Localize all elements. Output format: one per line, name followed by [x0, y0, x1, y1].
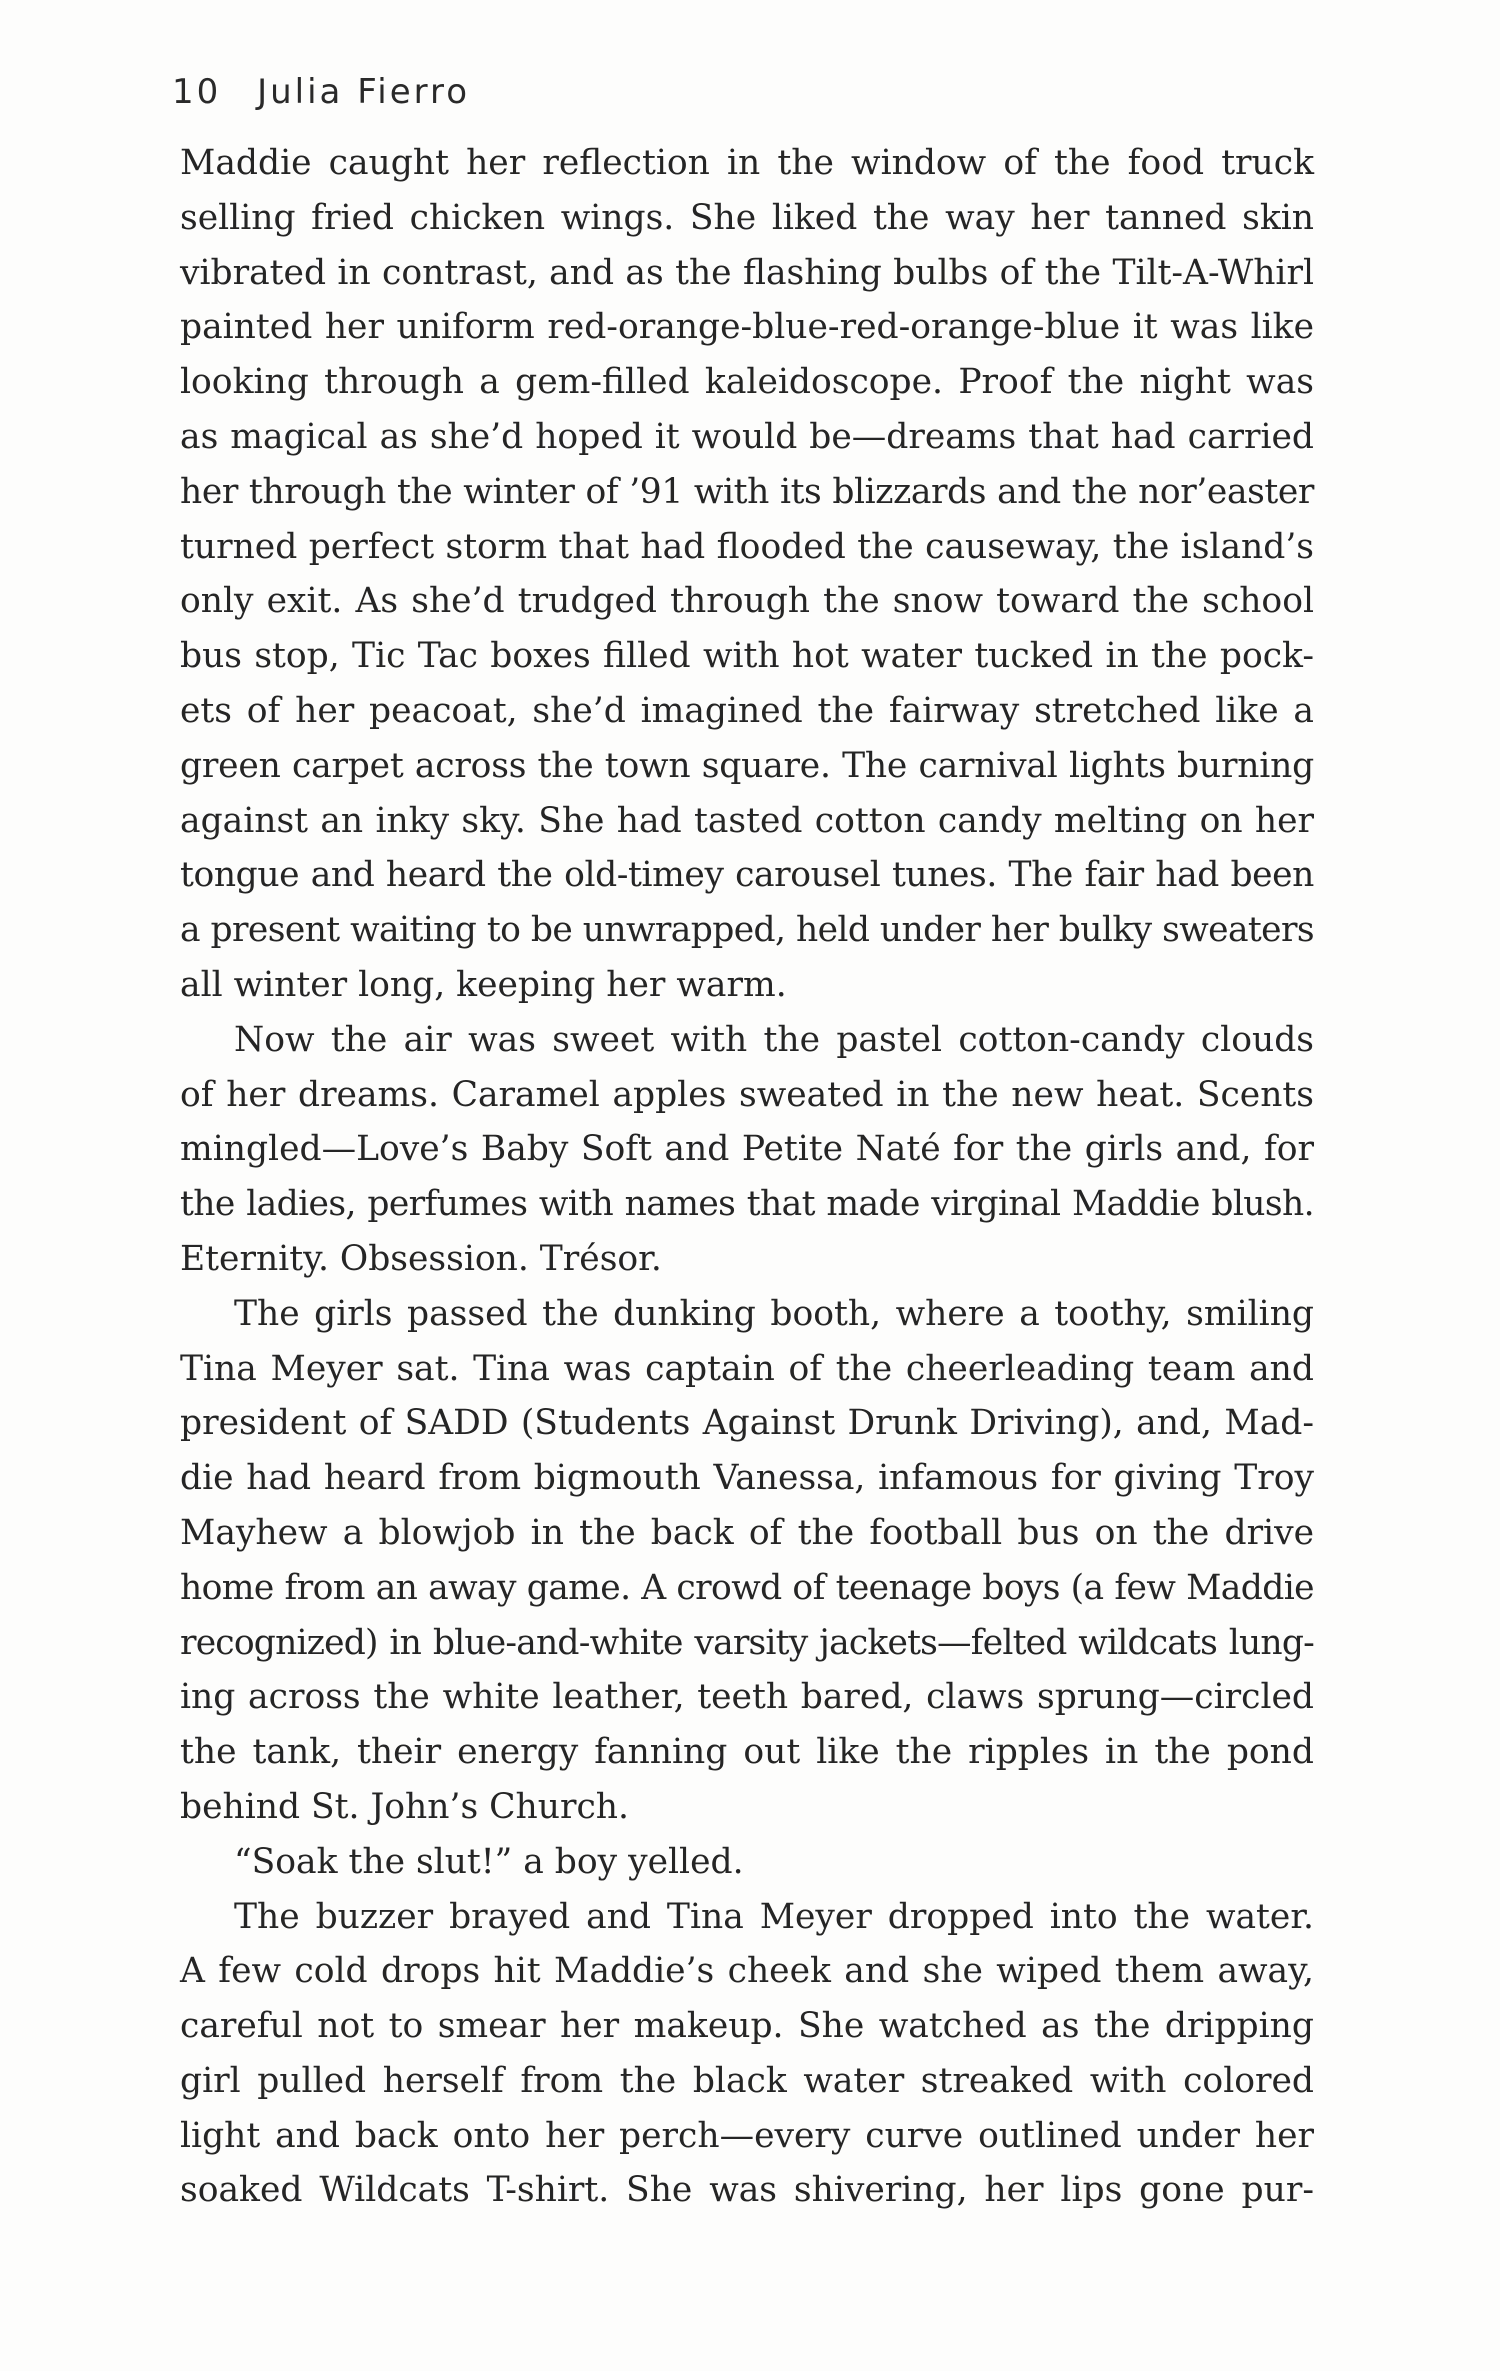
text-line: the ladies, perfumes with names that made virginal Maddie blush. — [180, 1184, 1314, 1225]
text-line: vibrated in contrast, and as the flashing bulbs of the Tilt-A-Whirl — [180, 252, 1314, 293]
text-line: Mayhew a blowjob in the back of the football bus on the drive — [180, 1512, 1314, 1553]
text-line: “Soak the slut!” a boy yelled. — [234, 1841, 744, 1882]
text-line: all winter long, keeping her warm. — [180, 964, 787, 1005]
text-line: bus stop, Tic Tac boxes filled with hot water tucked in the pock- — [180, 636, 1314, 677]
text-line: ing across the white leather, teeth bared, claws sprung—circled — [180, 1677, 1314, 1718]
paragraph — [180, 1835, 1314, 1890]
text-line: ets of her peacoat, she’d imagined the fairway stretched like a — [180, 690, 1314, 731]
text-line: a present waiting to be unwrapped, held under her bulky sweaters — [180, 910, 1314, 951]
text-line: turned perfect storm that had flooded the causeway, the island’s — [180, 526, 1314, 567]
text-line: against an inky sky. She had tasted cotton candy melting on her — [180, 800, 1314, 841]
page-number: 10 — [172, 72, 222, 112]
paragraph — [180, 1890, 1314, 2219]
text-line: her through the winter of ’91 with its blizzards and the nor’easter — [180, 471, 1314, 512]
text-line: die had heard from bigmouth Vanessa, infamous for giving Troy — [180, 1458, 1314, 1499]
text-line: light and back onto her perch—every curve outlined under her — [180, 2115, 1314, 2156]
text-line: green carpet across the town square. The carnival lights burning — [180, 745, 1314, 786]
paragraph — [180, 136, 1314, 1013]
text-line: president of SADD (Students Against Drunk Driving), and, Mad- — [180, 1403, 1314, 1444]
text-line: of her dreams. Caramel apples sweated in the new heat. Scents — [180, 1074, 1314, 1115]
text-line: painted her uniform red-orange-blue-red-orange-blue it was like — [180, 307, 1314, 348]
text-line: home from an away game. A crowd of teenage boys (a few Maddie — [180, 1567, 1314, 1608]
text-line: as magical as she’d hoped it would be—dreams that had carried — [180, 416, 1314, 457]
paragraph — [180, 1287, 1314, 1835]
text-line: looking through a gem-filled kaleidoscope. Proof the night was — [180, 362, 1314, 403]
text-line: tongue and heard the old-timey carousel tunes. The fair had been — [180, 855, 1314, 896]
text-line: Eternity. Obsession. Trésor. — [180, 1238, 662, 1279]
text-line: A few cold drops hit Maddie’s cheek and she wiped them away, — [180, 1951, 1314, 1992]
text-line: recognized) in blue-and-white varsity jackets—felted wildcats lung- — [180, 1622, 1314, 1663]
paragraph — [180, 1013, 1314, 1287]
body-text — [180, 136, 1314, 2218]
text-line: Maddie caught her reflection in the window of the food truck — [180, 143, 1314, 183]
text-line: The girls passed the dunking booth, where a toothy, smiling — [234, 1293, 1314, 1334]
text-line: girl pulled herself from the black water streaked with colored — [180, 2060, 1314, 2101]
text-line: behind St. John’s Church. — [180, 1786, 629, 1827]
text-line: the tank, their energy fanning out like the ripples in the pond — [180, 1732, 1314, 1773]
text-line: Tina Meyer sat. Tina was captain of the cheerleading team and — [180, 1348, 1314, 1389]
text-line: Now the air was sweet with the pastel cotton-candy clouds — [234, 1019, 1314, 1060]
text-line: The buzzer brayed and Tina Meyer dropped into the water. — [234, 1896, 1314, 1937]
running-head — [172, 72, 470, 112]
author-name: Julia Fierro — [257, 72, 471, 112]
text-line: mingled—Love’s Baby Soft and Petite Naté for the girls and, for — [180, 1129, 1314, 1170]
text-line: only exit. As she’d trudged through the snow toward the school — [180, 581, 1314, 622]
text-line: soaked Wildcats T-shirt. She was shivering, her lips gone pur- — [180, 2170, 1314, 2211]
text-line: careful not to smear her makeup. She watched as the dripping — [180, 2006, 1314, 2047]
text-line: selling fried chicken wings. She liked the way her tanned skin — [180, 197, 1314, 238]
